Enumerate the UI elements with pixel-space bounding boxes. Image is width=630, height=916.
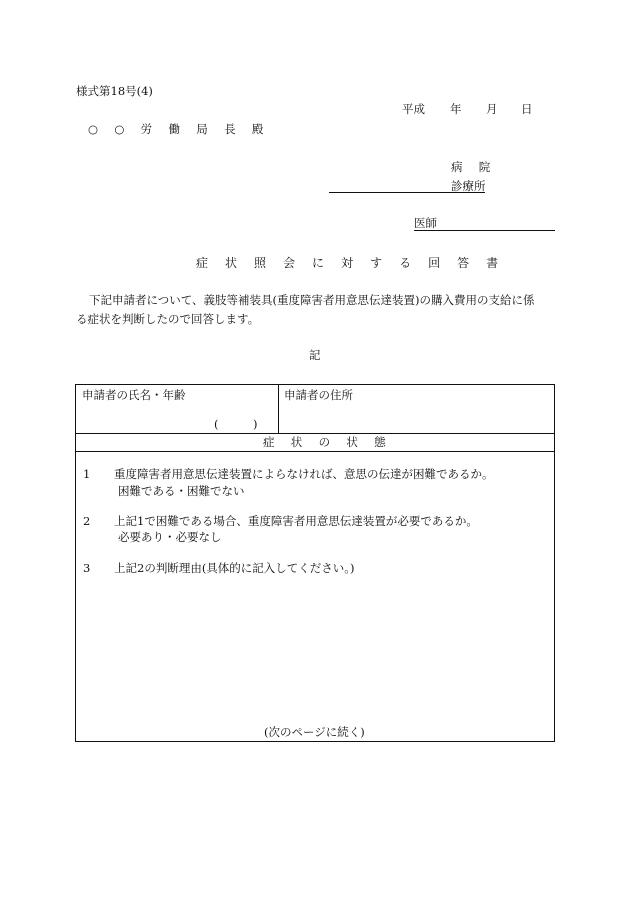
doctor-label: 医師 (414, 216, 437, 230)
date-day-label: 日 (521, 102, 533, 116)
intro-line-1: 下記申請者について、義肢等補装具(重度障害者用意思伝達装置)の購入費用の支給に係 (89, 293, 535, 307)
clinic-label: 診療所 (451, 179, 486, 193)
ki-label: 記 (309, 348, 321, 362)
item-number: 3 (83, 561, 91, 575)
doctor-signature-line (414, 230, 555, 231)
item-question: 上記2の判断理由(具体的に記入してください。) (114, 561, 355, 575)
form-number: 様式第18号(4) (76, 84, 153, 98)
item-options[interactable]: 必要あり・必要なし (118, 530, 222, 544)
row-divider-2 (76, 451, 554, 452)
continued-note: (次のページに続く) (264, 725, 365, 739)
item-number: 1 (83, 467, 91, 481)
condition-header: 症 状 の 状 態 (263, 435, 393, 449)
intro-line-2: る症状を判断したので回答します。 (76, 312, 260, 326)
hospital-label: 病 院 (451, 160, 497, 174)
date-era: 平成 (402, 102, 425, 116)
document-title: 症 状 照 会 に 対 す る 回 答 書 (196, 256, 505, 270)
column-divider (278, 385, 279, 433)
date-year-label: 年 (450, 102, 462, 116)
response-table (75, 384, 555, 742)
row-divider-1 (76, 433, 554, 434)
addressee: ○ ○ 労 働 局 長 殿 (88, 122, 270, 136)
name-age-header: 申請者の氏名・年齢 (82, 388, 186, 402)
item-question: 上記1で困難である場合、重度障害者用意思伝達装置が必要であるか。 (114, 514, 478, 528)
age-field[interactable]: ( ) (214, 417, 258, 431)
item-options[interactable]: 困難である・困難でない (118, 484, 245, 498)
item-number: 2 (83, 514, 91, 528)
hospital-signature-line (329, 192, 485, 193)
date-month-label: 月 (486, 102, 498, 116)
address-header: 申請者の住所 (284, 388, 353, 402)
item-question: 重度障害者用意思伝達装置によらなければ、意思の伝達が困難であるか。 (114, 467, 494, 481)
